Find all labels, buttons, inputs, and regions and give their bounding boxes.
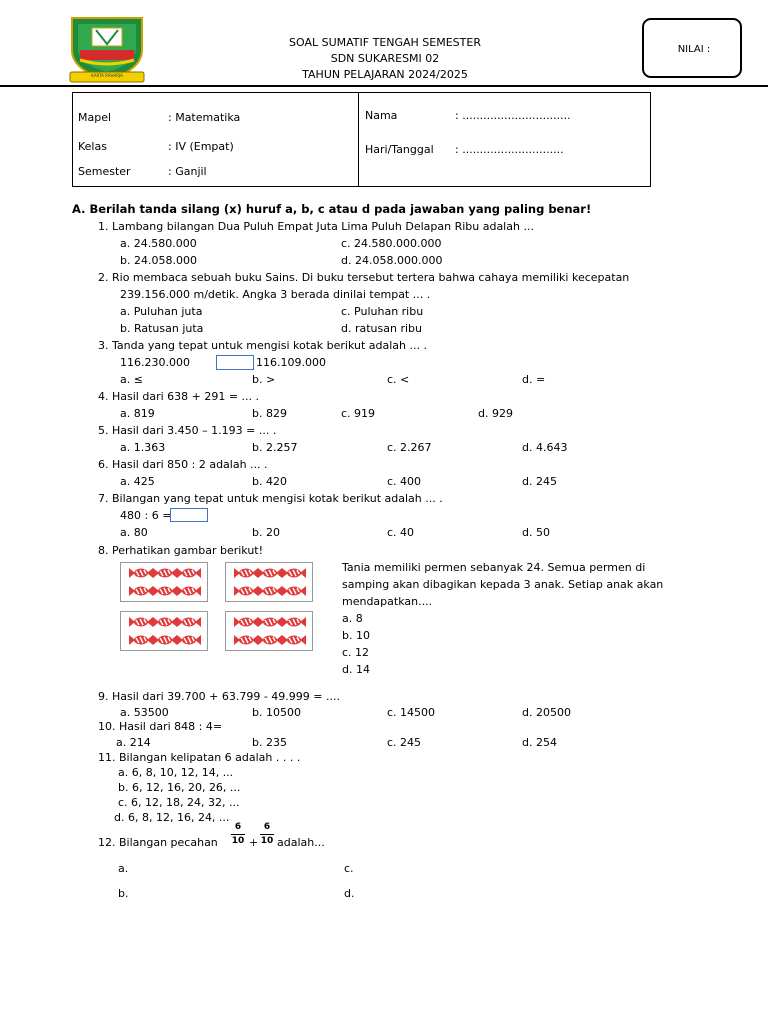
q12-denominator-1: 10 (231, 836, 245, 846)
q4-option-a[interactable]: a. 819 (120, 407, 155, 420)
q4-option-b[interactable]: b. 829 (252, 407, 287, 420)
q7-option-a[interactable]: a. 80 (120, 526, 148, 539)
q3-option-b[interactable]: b. > (252, 373, 276, 386)
q12-suffix: adalah... (277, 836, 325, 849)
q7-option-b[interactable]: b. 20 (252, 526, 280, 539)
candy-icon (258, 567, 282, 579)
q6-option-c[interactable]: c. 400 (387, 475, 422, 488)
mapel-value: : Matematika (168, 111, 241, 124)
q5-text: 5. Hasil dari 3.450 – 1.193 = ... . (98, 424, 277, 437)
q11-option-c[interactable]: c. 6, 12, 18, 24, 32, ... (118, 796, 240, 809)
q1-option-d[interactable]: d. 24.058.000.000 (341, 254, 443, 267)
candy-icon (234, 616, 258, 628)
q2-option-c[interactable]: c. Puluhan ribu (341, 305, 424, 318)
candy-icon (234, 634, 258, 646)
candy-icon (282, 616, 306, 628)
q7-text: 7. Bilangan yang tepat untuk mengisi kotak berikut adalah ... . (98, 492, 443, 505)
q12-numerator-2: 6 (263, 822, 271, 832)
q12-denominator-2: 10 (260, 836, 274, 846)
q8-option-b[interactable]: b. 10 (342, 629, 370, 642)
candy-icon (129, 634, 153, 646)
q12-numerator-1: 6 (234, 822, 242, 832)
q6-option-b[interactable]: b. 420 (252, 475, 287, 488)
logo-motto: KARTA RAHARJA (91, 73, 123, 78)
q3-left-number: 116.230.000 (120, 356, 190, 369)
q9-option-c[interactable]: c. 14500 (387, 706, 436, 719)
q5-option-d[interactable]: d. 4.643 (522, 441, 568, 454)
section-a-instruction: A. Berilah tanda silang (x) huruf a, b, c atau d pada jawaban yang paling benar! (72, 202, 592, 216)
q4-option-c[interactable]: c. 919 (341, 407, 376, 420)
q2-text-2: 239.156.000 m/detik. Angka 3 berada dinilai tempat ... . (120, 288, 431, 301)
q8-option-c[interactable]: c. 12 (342, 646, 370, 659)
q1-text: 1. Lambang bilangan Dua Puluh Empat Juta Lima Puluh Delapan Ribu adalah ... (98, 220, 534, 233)
q11-option-b[interactable]: b. 6, 12, 16, 20, 26, ... (118, 781, 241, 794)
candy-group (225, 562, 313, 602)
candy-icon (234, 567, 258, 579)
score-label: NILAI : (677, 44, 711, 55)
q4-text: 4. Hasil dari 638 + 291 = ... . (98, 390, 260, 403)
q10-option-d[interactable]: d. 254 (522, 736, 557, 749)
q2-option-b[interactable]: b. Ratusan juta (120, 322, 204, 335)
candy-icon (129, 585, 153, 597)
candy-icon (129, 616, 153, 628)
header-title-2: SDN SUKARESMI 02 (330, 52, 440, 65)
q2-option-d[interactable]: d. ratusan ribu (341, 322, 422, 335)
q12-option-a[interactable]: a. (118, 862, 129, 875)
q3-answer-box[interactable] (216, 355, 254, 370)
q12-option-b[interactable]: b. (118, 887, 129, 900)
semester-value: : Ganjil (168, 165, 207, 178)
q5-option-b[interactable]: b. 2.257 (252, 441, 298, 454)
q11-text: 11. Bilangan kelipatan 6 adalah . . . . (98, 751, 301, 764)
q9-option-a[interactable]: a. 53500 (120, 706, 169, 719)
semester-label: Semester (78, 165, 131, 178)
candy-icon (177, 616, 201, 628)
q10-text: 10. Hasil dari 848 : 4= (98, 720, 223, 733)
q8-story-3: mendapatkan.... (342, 595, 433, 608)
candy-icon (153, 634, 177, 646)
nama-label: Nama (365, 109, 398, 122)
q7-option-d[interactable]: d. 50 (522, 526, 550, 539)
q12-option-c[interactable]: c. (344, 862, 354, 875)
q6-option-d[interactable]: d. 245 (522, 475, 557, 488)
student-info-box (72, 92, 651, 187)
q12-prefix: 12. Bilangan pecahan (98, 836, 218, 849)
candy-group (120, 562, 208, 602)
candy-icon (177, 567, 201, 579)
q7-expression: 480 : 6 = (120, 509, 172, 522)
candy-icon (282, 567, 306, 579)
q1-option-c[interactable]: c. 24.580.000.000 (341, 237, 442, 250)
q11-option-a[interactable]: a. 6, 8, 10, 12, 14, ... (118, 766, 234, 779)
candy-icon (258, 634, 282, 646)
score-box (642, 18, 742, 78)
q12-fraction-bar-2 (260, 834, 274, 835)
kelas-label: Kelas (78, 140, 107, 153)
info-box-divider (358, 92, 359, 187)
q3-option-a[interactable]: a. ≤ (120, 373, 143, 386)
q9-text: 9. Hasil dari 39.700 + 63.799 - 49.999 = .... (98, 690, 340, 703)
q3-right-number: 116.109.000 (256, 356, 326, 369)
q3-option-d[interactable]: d. = (522, 373, 546, 386)
tanggal-label: Hari/Tanggal (365, 143, 434, 156)
header-divider (0, 85, 768, 87)
candy-icon (177, 634, 201, 646)
q3-text: 3. Tanda yang tepat untuk mengisi kotak berikut adalah ... . (98, 339, 427, 352)
kelas-value: : IV (Empat) (168, 140, 234, 153)
q12-fraction-bar-1 (231, 834, 245, 835)
q8-text: 8. Perhatikan gambar berikut! (98, 544, 264, 557)
header-title-3: TAHUN PELAJARAN 2024/2025 (302, 68, 468, 81)
q9-option-b[interactable]: b. 10500 (252, 706, 301, 719)
q2-text-1: 2. Rio membaca sebuah buku Sains. Di buku tersebut tertera bahwa cahaya memiliki kecepatan (98, 271, 630, 284)
q8-story-1: Tania memiliki permen sebanyak 24. Semua permen di (342, 561, 646, 574)
candy-group (120, 611, 208, 651)
q10-option-c[interactable]: c. 245 (387, 736, 422, 749)
q8-option-d[interactable]: d. 14 (342, 663, 370, 676)
candy-icon (282, 634, 306, 646)
q1-option-b[interactable]: b. 24.058.000 (120, 254, 197, 267)
candy-icon (153, 567, 177, 579)
q9-option-d[interactable]: d. 20500 (522, 706, 571, 719)
candy-icon (258, 585, 282, 597)
candy-icon (177, 585, 201, 597)
candy-icon (153, 616, 177, 628)
q10-option-b[interactable]: b. 235 (252, 736, 287, 749)
q1-option-a[interactable]: a. 24.580.000 (120, 237, 197, 250)
nama-field[interactable]: : ............................... (455, 109, 571, 122)
candy-icon (258, 616, 282, 628)
mapel-label: Mapel (78, 111, 112, 124)
q4-option-d[interactable]: d. 929 (478, 407, 513, 420)
q6-option-a[interactable]: a. 425 (120, 475, 155, 488)
q3-option-c[interactable]: c. < (387, 373, 410, 386)
q5-option-a[interactable]: a. 1.363 (120, 441, 166, 454)
q7-answer-box[interactable] (170, 508, 208, 522)
q8-story-2: samping akan dibagikan kepada 3 anak. Setiap anak akan (342, 578, 664, 591)
q11-option-d[interactable]: d. 6, 8, 12, 16, 24, ... (114, 811, 230, 824)
q2-option-a[interactable]: a. Puluhan juta (120, 305, 203, 318)
tanggal-field[interactable]: : ............................. (455, 143, 564, 156)
q12-option-d[interactable]: d. (344, 887, 355, 900)
candy-icon (129, 567, 153, 579)
q7-option-c[interactable]: c. 40 (387, 526, 415, 539)
school-logo (66, 16, 148, 84)
header-title-1: SOAL SUMATIF TENGAH SEMESTER (289, 36, 481, 49)
q6-text: 6. Hasil dari 850 : 2 adalah ... . (98, 458, 268, 471)
candy-group (225, 611, 313, 651)
candy-icon (282, 585, 306, 597)
q5-option-c[interactable]: c. 2.267 (387, 441, 432, 454)
candy-icon (153, 585, 177, 597)
candy-icon (234, 585, 258, 597)
q8-option-a[interactable]: a. 8 (342, 612, 363, 625)
q10-option-a[interactable]: a. 214 (116, 736, 151, 749)
q12-plus: + (249, 836, 259, 849)
